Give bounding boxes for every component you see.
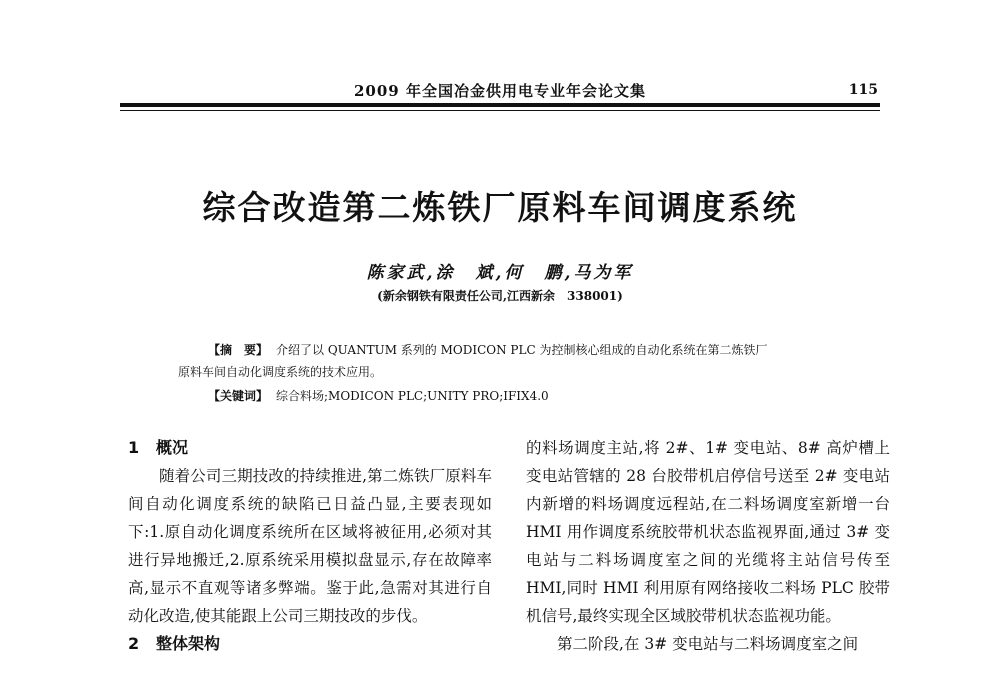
affiliation: (新余钢铁有限责任公司,江西新余 338001) [377,289,623,303]
section-number: 2 [128,634,140,653]
section-title: 概况 [156,438,189,457]
running-header [120,80,880,102]
right-column [526,434,890,658]
keywords [208,386,858,406]
abstract-line-1 [178,339,858,361]
left-column [128,434,492,658]
header-rule-thick [120,103,880,107]
section-heading-1 [128,434,492,462]
abstract-line-2: 原料车间自动化调度系统的技术应用。 [178,365,383,379]
abstract-label: 【摘 要】 [208,343,269,357]
section-heading-2 [128,630,492,658]
keywords-label: 【关键词】 [208,389,269,403]
body-paragraph: 第二阶段,在 3# 变电站与二料场调度室之间 [557,635,859,653]
header-rule-thin [120,110,880,111]
page-number: 115 [848,82,878,98]
keywords-text: 综合料场;MODICON PLC;UNITY PRO;IFIX4.0 [276,389,549,403]
authors: 陈家武,涂 斌,何 鹏,马为军 [366,263,634,283]
paper-title: 综合改造第二炼铁厂原料车间调度系统 [202,188,798,227]
section-title: 整体架构 [156,634,221,653]
abstract-text-1: 介绍了以 QUANTUM 系列的 MODICON PLC 为控制核心组成的自动化系统在第二炼铁厂 [276,343,768,357]
section-number: 1 [128,438,140,457]
abstract [178,339,858,383]
running-header-title: 2009 年全国冶金供用电专业年会论文集 [354,82,646,100]
body-paragraph: 随着公司三期技改的持续推进,第二炼铁厂原料车间自动化调度系统的缺陷已日益凸显,主要表现如下:1.原自动化调度系统所在区域将被征用,必须对其进行异地搬迁,2.原系统采用模拟盘显示,存在故障率高,显示不直观等诸多弊端。鉴于此,急需对其进行自动化改造,使其能跟上公司三期技改的步伐。 [128,467,492,625]
body-paragraph: 的料场调度主站,将 2#、1# 变电站、8# 高炉槽上变电站管辖的 28 台胶带机启停信号送至 2# 变电站内新增的料场调度远程站,在二料场调度室新增一台 HMI 用作调度系统胶带机状态监视界面,通过 3# 变电站与二料场调度室之间的光缆将主站信号传至 HMI,同时 HMI 利用原有网络接收二料场 PLC 胶带机信号,最终实现全区域胶带机状态监视功能。 [526,439,890,625]
